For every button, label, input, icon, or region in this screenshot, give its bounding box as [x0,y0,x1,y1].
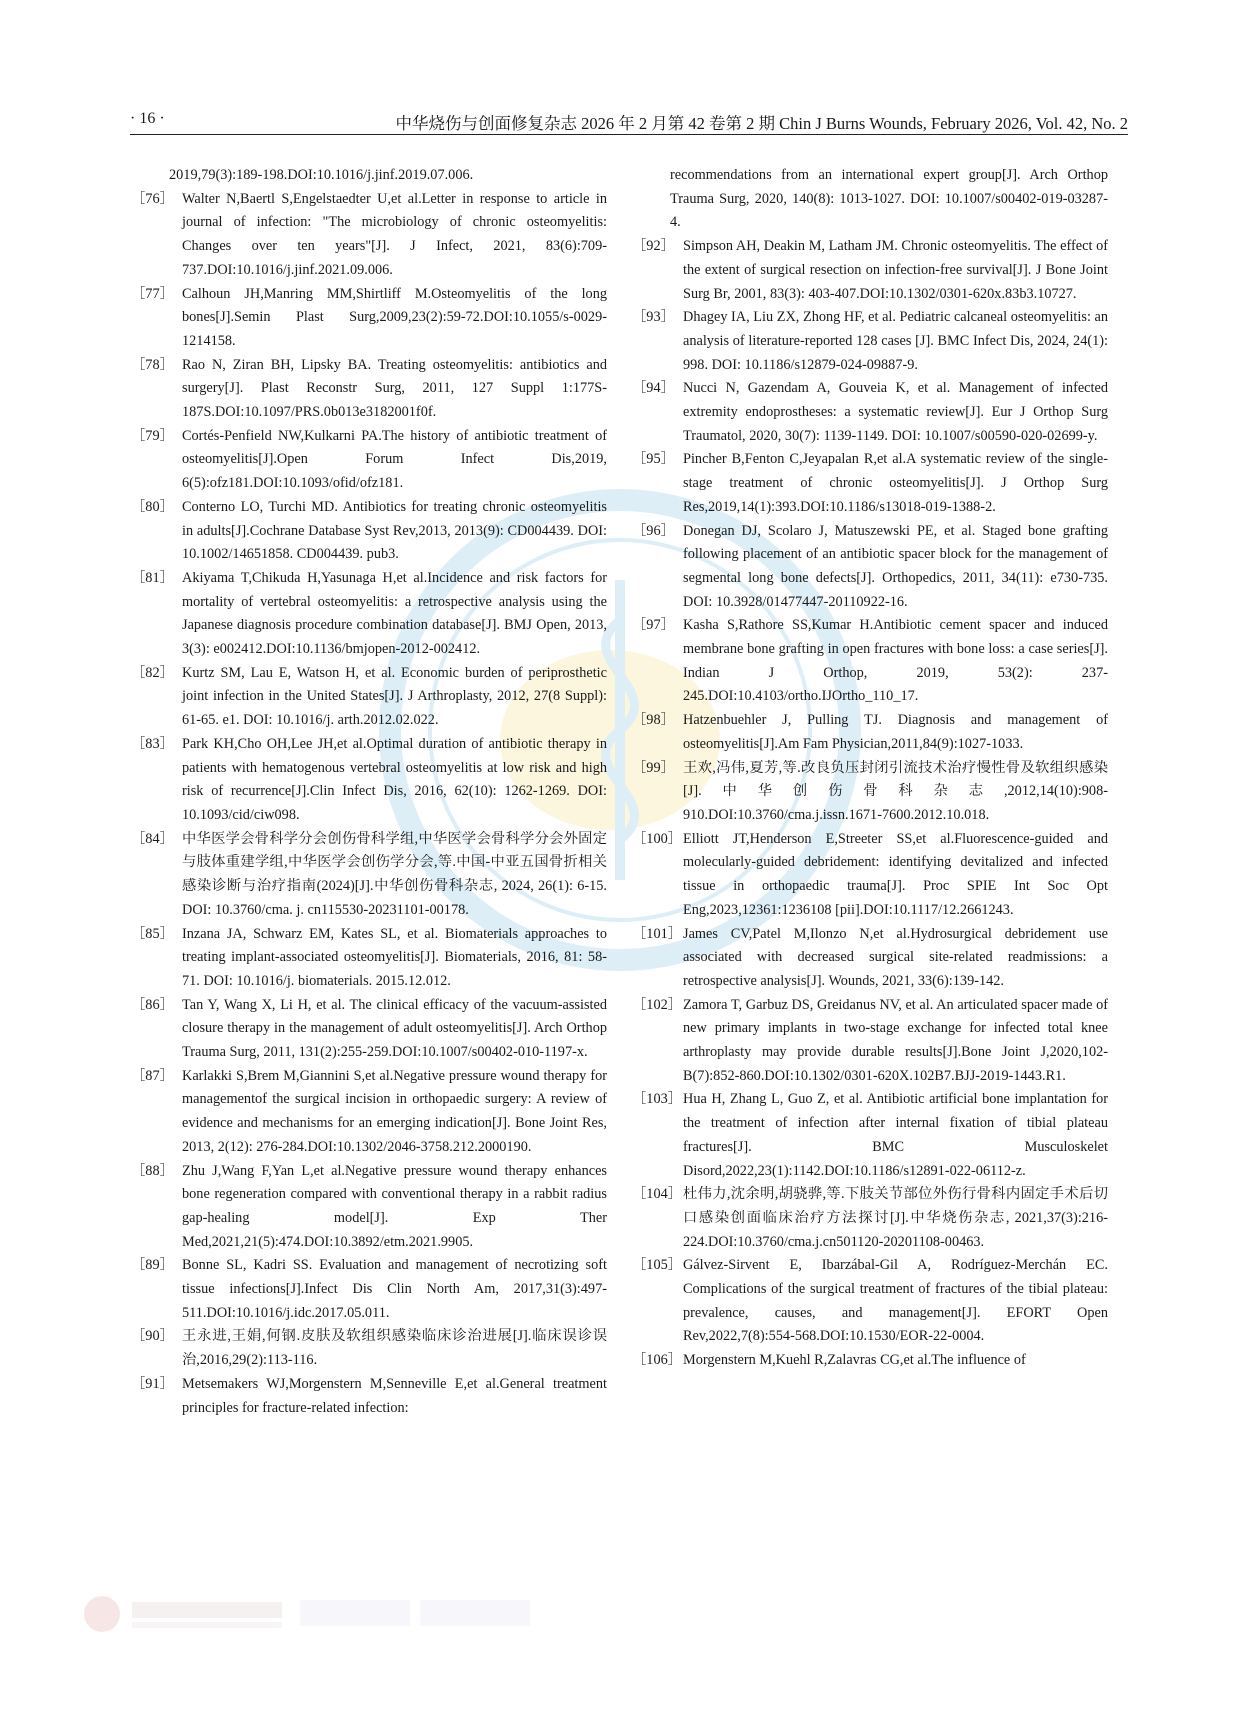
reference-number: ［104］ [632,1186,683,1203]
reference-item [632,1349,1108,1373]
reference-item [131,923,607,994]
reference-number: ［101］ [632,925,683,942]
reference-number: ［92］ [632,238,675,255]
reference-number: ［80］ [131,498,174,515]
reference-number: ［88］ [131,1162,174,1179]
reference-number: ［79］ [131,427,174,444]
reference-text: Akiyama T,Chikuda H,Yasunaga H,et al.Incidence and risk factors for mortality of vertebral osteomyelitis: a retrospective analysis using the Japanese diagnosis procedure combination database[J]. BMJ Open, 2013, 3(3): e002412.DOI:10.1136/bmjopen-2012-002412. [182,569,607,658]
reference-text: Walter N,Baertl S,Engelstaedter U,et al.Letter in response to article in journal of infection: "The microbiology of chronic osteomyelitis: Changes over ten years"[J]. J Infect, 2021, 83(6):709-737.DOI:10.1016/j.jinf.2021.09.006. [182,190,607,278]
reference-item [131,828,607,923]
publisher-logo-icon [80,1592,550,1636]
reference-number: ［102］ [632,996,683,1013]
reference-item [632,520,1108,615]
reference-item [131,733,607,828]
reference-text: Dhagey IA, Liu ZX, Zhong HF, et al. Pediatric calcaneal osteomyelitis: an analysis of literature-reported 128 cases [J]. BMC Infect Dis, 2024, 24(1): 998. DOI: 10.1186/s12879-024-09887-9. [683,309,1108,373]
reference-number: ［82］ [131,664,174,681]
reference-continuation: recommendations from an international expert group[J]. Arch Orthop Trauma Surg, 2020, 140(8): 1013-1027. DOI: 10.1007/s00402-019-03287-4. [670,167,1108,231]
reference-number: ［106］ [632,1352,683,1369]
reference-text: 杜伟力,沈余明,胡骁骅,等.下肢关节部位外伤行骨科内固定手术后切口感染创面临床治疗方法探讨[J].中华烧伤杂志, 2021,37(3):216-224.DOI:10.3760/cma.j.cn501120-20201108-00463. [683,1186,1108,1250]
page-header [130,108,1128,135]
reference-text: Kasha S,Rathore SS,Kumar H.Antibiotic cement spacer and induced membrane bone grafting in open fractures with bone loss: a case series[J]. Indian J Orthop, 2019, 53(2): 237-245.DOI:10.4103/ortho.IJOrtho_110_17. [683,617,1108,705]
reference-text: Nucci N, Gazendam A, Gouveia K, et al. Management of infected extremity endoprostheses: a systematic review[J]. Eur J Orthop Surg Traumatol, 2020, 30(7): 1139-1149. DOI: 10.1007/s00590-020-02699-y. [683,380,1108,444]
reference-text: Kurtz SM, Lau E, Watson H, et al. Economic burden of periprosthetic joint infection in the United States[J]. J Arthroplasty, 2012, 27(8 Suppl): 61-65. e1. DOI: 10.1016/j. arth.2012.02.022. [182,664,607,729]
reference-text: Hua H, Zhang L, Guo Z, et al. Antibiotic artificial bone implantation for the treatment of infection after internal fixation of tibial plateau fractures[J]. BMC Musculoskelet Disord,2022,23(1):1142.DOI:10.1186/s12891-022-06112-z. [683,1091,1108,1179]
reference-text: Zamora T, Garbuz DS, Greidanus NV, et al. An articulated spacer made of new primary implants in two-stage exchange for infected total knee arthroplasty may provide durable results[J].Bone Joint J,2020,102-B(7):852-860.DOI:10.1302/0301-620X.102B7.BJJ-2019-1443.R1. [683,996,1108,1084]
reference-number: ［89］ [131,1257,174,1274]
reference-text: Elliott JT,Henderson E,Streeter SS,et al.Fluorescence-guided and molecularly-guided debridement: identifying devitalized and infected tissue in orthopaedic trauma[J]. Proc SPIE Int Soc Opt Eng,2023,12361:1236108 [pii].DOI:10.1117/12.2661243. [683,830,1108,918]
reference-item [131,283,607,354]
reference-number: ［87］ [131,1067,174,1084]
reference-item [632,923,1108,994]
reference-number: ［105］ [632,1257,683,1274]
references-left-column [131,164,607,1420]
reference-item [131,188,607,283]
reference-item [131,567,607,662]
reference-text: Conterno LO, Turchi MD. Antibiotics for treating chronic osteomyelitis in adults[J].Cochrane Database Syst Rev,2013, 2013(9): CD004439. DOI: 10.1002/14651858. CD004439. pub3. [182,498,607,563]
reference-item [131,662,607,733]
reference-number: ［90］ [131,1328,174,1345]
reference-item [131,994,607,1065]
reference-item [632,1183,1108,1254]
reference-text: Calhoun JH,Manring MM,Shirtliff M.Osteomyelitis of the long bones[J].Semin Plast Surg,2009,23(2):59-72.DOI:10.1055/s-0029-1214158. [182,285,607,349]
reference-text: Metsemakers WJ,Morgenstern M,Senneville E,et al.General treatment principles for fracture-related infection: [182,1375,607,1416]
reference-text: Gálvez-Sirvent E, Ibarzábal-Gil A, Rodríguez-Merchán EC. Complications of the surgical treatment of fractures of the tibial plateau: prevalence, causes, and management[J]. EFORT Open Rev,2022,7(8):554-568.DOI:10.1530/EOR-22-0004. [683,1257,1108,1345]
reference-number: ［83］ [131,735,174,752]
reference-text: Pincher B,Fenton C,Jeyapalan R,et al.A systematic review of the single-stage treatment of chronic osteomyelitis[J]. J Orthop Surg Res,2019,14(1):393.DOI:10.1186/s13018-019-1388-2. [683,451,1108,515]
reference-text: James CV,Patel M,Ilonzo N,et al.Hydrosurgical debridement use associated with decreased surgical site-related readmissions: a retrospective analysis[J]. Wounds, 2021, 33(6):139-142. [683,925,1108,989]
reference-text: Bonne SL, Kadri SS. Evaluation and management of necrotizing soft tissue infections[J].Infect Dis Clin North Am, 2017,31(3):497-511.DOI:10.1016/j.idc.2017.05.011. [182,1257,607,1321]
reference-text: Donegan DJ, Scolaro J, Matuszewski PE, et al. Staged bone grafting following placement of an antibiotic spacer block for the management of segmental long bone defects[J]. Orthopedics, 2011, 34(11): e730-735. DOI: 10.3928/01477447-20110922-16. [683,522,1108,610]
reference-item [632,709,1108,756]
reference-number: ［103］ [632,1091,683,1108]
references-right-column [632,164,1108,1373]
reference-item [632,1088,1108,1183]
reference-text: 王欢,冯伟,夏芳,等.改良负压封闭引流技术治疗慢性骨及软组织感染[J].中华创伤骨科杂志,2012,14(10):908-910.DOI:10.3760/cma.j.issn.1671-7600.2012.10.018. [683,759,1108,823]
reference-continuation: 2019,79(3):189-198.DOI:10.1016/j.jinf.2019.07.006. [169,167,474,183]
reference-number: ［99］ [632,759,675,776]
reference-item [632,994,1108,1089]
reference-number: ［76］ [131,190,174,207]
reference-item [131,1373,607,1420]
reference-number: ［91］ [131,1375,174,1392]
reference-item [632,235,1108,306]
reference-text: Rao N, Ziran BH, Lipsky BA. Treating osteomyelitis: antibiotics and surgery[J]. Plast Reconstr Surg, 2011, 127 Suppl 1:177S-187S.DOI:10.1097/PRS.0b013e3182001f0f. [182,356,607,421]
reference-item [131,1254,607,1325]
reference-number: ［78］ [131,356,174,373]
reference-number: ［84］ [131,830,174,847]
reference-text: Morgenstern M,Kuehl R,Zalavras CG,et al.The influence of [683,1352,1026,1369]
reference-number: ［100］ [632,830,683,847]
reference-item [131,1160,607,1255]
reference-number: ［85］ [131,925,174,942]
reference-number: ［81］ [131,569,174,586]
reference-item [632,614,1108,709]
reference-item [632,1254,1108,1349]
page-number: · 16 · [130,110,165,127]
reference-number: ［97］ [632,617,675,634]
reference-number: ［86］ [131,996,174,1013]
reference-item [632,448,1108,519]
reference-text: Park KH,Cho OH,Lee JH,et al.Optimal duration of antibiotic therapy in patients with hematogenous vertebral osteomyelitis at low risk and high risk of recurrence[J].Clin Infect Dis, 2016, 62(10): 1262-1269. DOI: 10.1093/cid/ciw098. [182,735,607,823]
reference-item [131,425,607,496]
reference-number: ［94］ [632,380,675,397]
reference-text: 王永进,王娟,何钢.皮肤及软组织感染临床诊治进展[J].临床误诊误治,2016,29(2):113-116. [182,1328,607,1369]
reference-item [131,496,607,567]
reference-item [131,354,607,425]
reference-item [632,757,1108,828]
reference-text: Simpson AH, Deakin M, Latham JM. Chronic osteomyelitis. The effect of the extent of surgical resection on infection-free survival[J]. J Bone Joint Surg Br, 2001, 83(3): 403-407.DOI:10.1302/0301-620x.83b3.10727. [683,238,1108,302]
reference-item [632,306,1108,377]
reference-text: Zhu J,Wang F,Yan L,et al.Negative pressure wound therapy enhances bone regeneration compared with conventional therapy in a rabbit radius gap-healing model[J]. Exp Ther Med,2021,21(5):474.DOI:10.3892/etm.2021.9905. [182,1162,607,1250]
reference-text: Hatzenbuehler J, Pulling TJ. Diagnosis and management of osteomyelitis[J].Am Fam Physician,2011,84(9):1027-1033. [683,712,1108,752]
reference-item [632,377,1108,448]
reference-number: ［95］ [632,451,675,468]
reference-text: Inzana JA, Schwarz EM, Kates SL, et al. Biomaterials approaches to treating implant-associated osteomyelitis[J]. Biomaterials, 2016, 81: 58-71. DOI: 10.1016/j. biomaterials. 2015.12.012. [182,925,607,989]
reference-item [131,1325,607,1372]
reference-number: ［93］ [632,309,675,326]
reference-number: ［96］ [632,522,675,539]
reference-text: 中华医学会骨科学分会创伤骨科学组,中华医学会骨科学分会外固定与肢体重建学组,中华医学会创伤学分会,等.中国-中亚五国骨折相关感染诊断与治疗指南(2024)[J].中华创伤骨科杂志, 2024, 26(1): 6-15. DOI: 10.3760/cma. j. cn115530-20231101-00178. [182,830,607,918]
reference-item [632,828,1108,923]
reference-text: Karlakki S,Brem M,Giannini S,et al.Negative pressure wound therapy for managementof the surgical incision in orthopaedic surgery: A review of evidence and mechanisms for an emerging indication[J]. Bone Joint Res, 2013, 2(12): 276-284.DOI:10.1302/2046-3758.212.2000190. [182,1067,607,1155]
reference-text: Cortés-Penfield NW,Kulkarni PA.The history of antibiotic treatment of osteomyelitis[J].Open Forum Infect Dis,2019, 6(5):ofz181.DOI:10.1093/ofid/ofz181. [182,427,607,492]
journal-running-title: 中华烧伤与创面修复杂志 2026 年 2 月第 42 卷第 2 期 Chin J Burns Wounds, February 2026, Vol. 42, No. 2 [395,114,1128,133]
reference-number: ［98］ [632,712,675,729]
reference-text: Tan Y, Wang X, Li H, et al. The clinical efficacy of the vacuum-assisted closure therapy in the management of adult osteomyelitis[J]. Arch Orthop Trauma Surg, 2011, 131(2):255-259.DOI:10.1007/s00402-010-1197-x. [182,996,607,1061]
reference-number: ［77］ [131,285,174,302]
reference-item [131,1065,607,1160]
